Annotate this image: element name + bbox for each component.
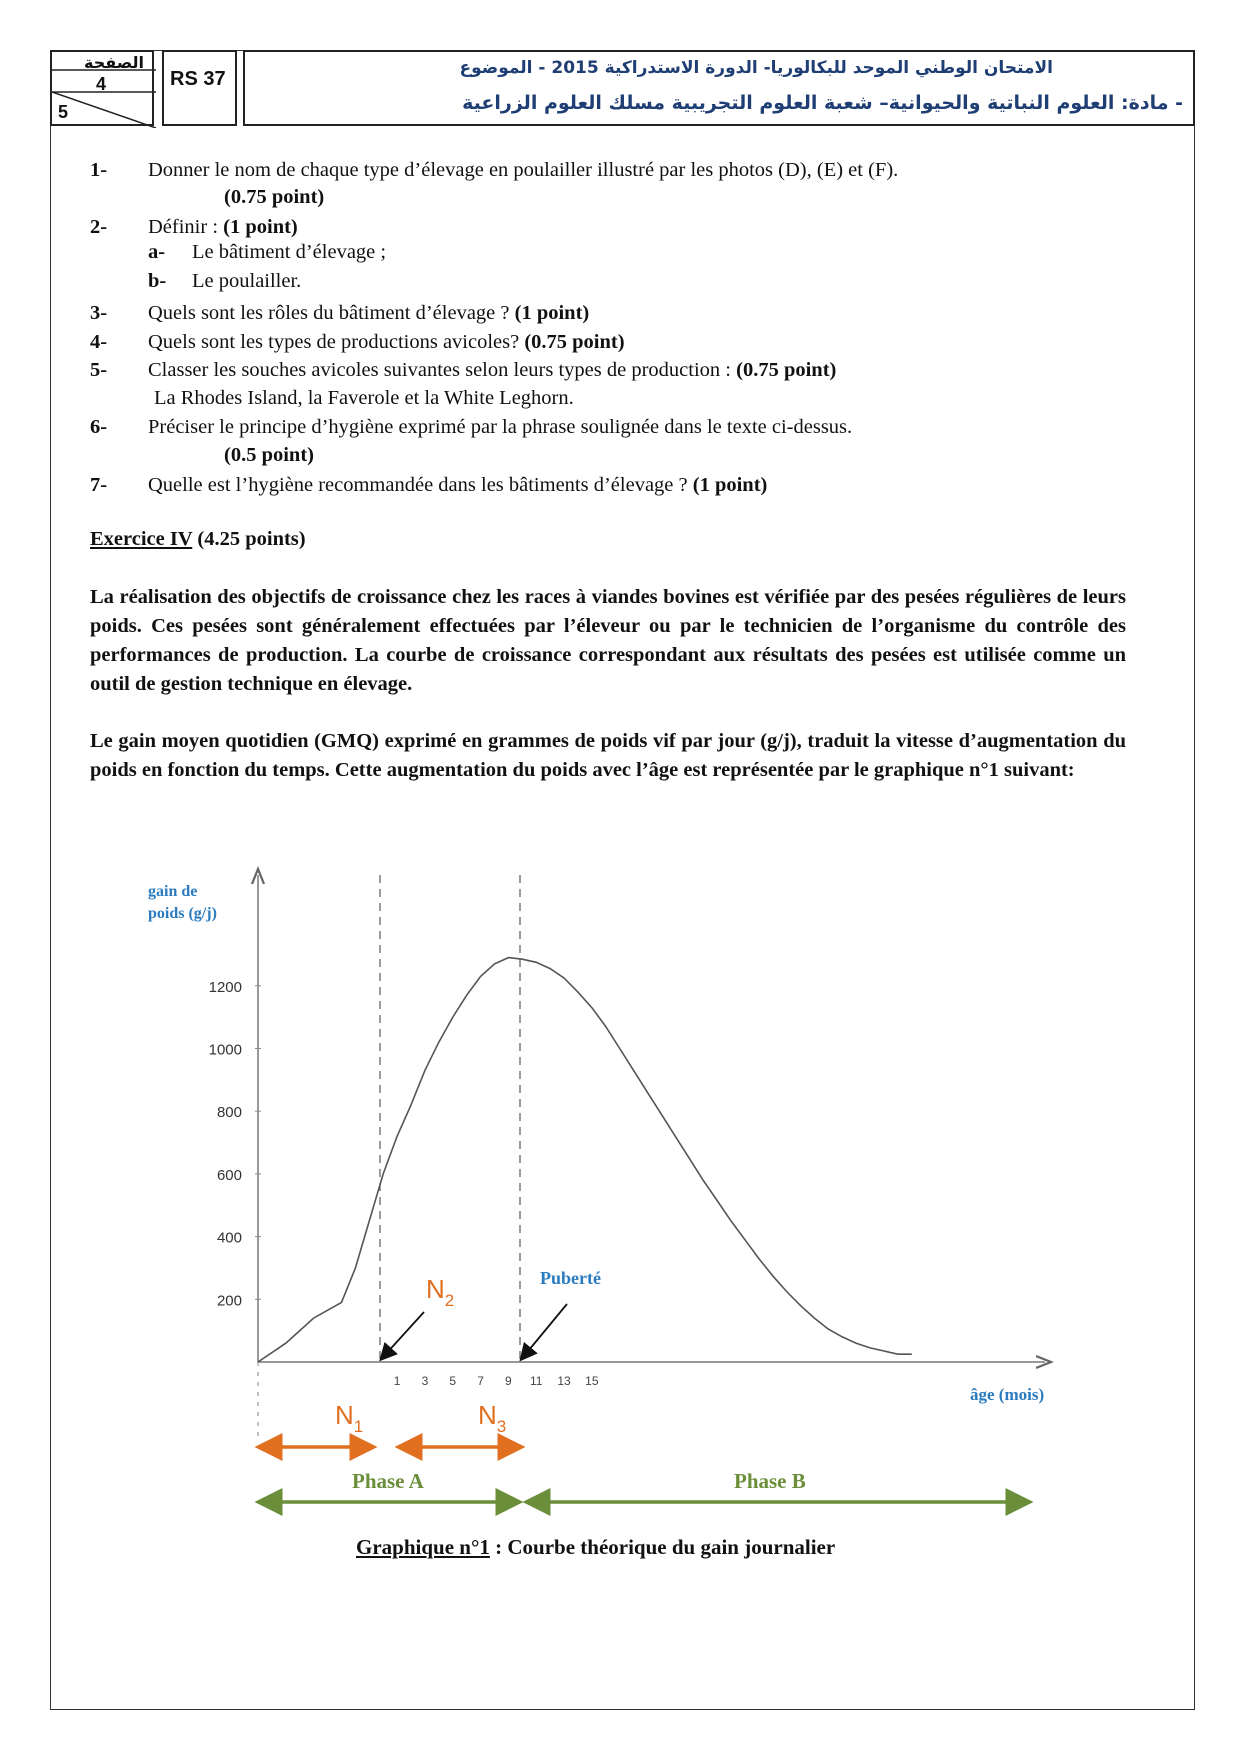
y-tick-label: 800 [216, 1104, 242, 1122]
exercise-title: Exercice IV (4.25 points) [90, 528, 306, 550]
n1-label: $N_1$ [335, 1400, 364, 1436]
page-total: 5 [58, 102, 69, 122]
x-tick-label: 7 [477, 1374, 484, 1388]
y-tick-label: 1200 [208, 978, 242, 996]
n3-label: $N_3$ [478, 1400, 507, 1436]
x-tick-label: 9 [505, 1374, 512, 1388]
y-tick-label: 200 [216, 1292, 242, 1310]
x-axis-label: âge (mois) [970, 1385, 1045, 1404]
x-tick-label: 5 [449, 1374, 457, 1388]
x-tick-label: 11 [529, 1374, 543, 1388]
page-current: 4 [96, 74, 107, 94]
puberte-label: Puberté [540, 1268, 601, 1288]
phase-a-label: Phase A [352, 1469, 424, 1493]
x-tick-label: 3 [421, 1374, 429, 1388]
y-tick-label: 600 [216, 1166, 242, 1184]
n2-label: $N_2$ [426, 1274, 455, 1310]
exam-title-line1: الامتحان الوطني الموحد للبكالوريا- الدورة الاستدراكية 2015 - الموضوع [459, 58, 1053, 78]
y-axis-label-line1: gain de [148, 883, 198, 900]
exam-code: RS 37 [162, 50, 237, 126]
x-tick-label: 13 [557, 1374, 571, 1388]
y-tick-label: 400 [216, 1229, 242, 1247]
phase-b-label: Phase B [734, 1469, 806, 1493]
x-tick-label: 1 [393, 1374, 401, 1388]
y-tick-label: 1000 [208, 1041, 242, 1059]
page-label: الصفحة [83, 53, 144, 72]
exercise-paragraph-2: Le gain moyen quotidien (GMQ) exprimé en grammes de poids vif par jour (g/j), traduit la vitesse d’augmentation du poids en fonction du temps. Cette augmentation du poids avec l’âge est représentée par le graphique n°1 suivant: [90, 730, 1126, 781]
exercise-paragraph-1: La réalisation des objectifs de croissance chez les races à viandes bovines est vérifiée par des pesées régulières de leurs poids. Ces pesées sont généralement effectuées par l’éleveur ou par le technicien de l’organisme du contrôle des performances de production. La courbe de croissance correspondant aux résultats des pesées est utilisée comme un outil de gestion technique en élevage. [90, 586, 1126, 695]
q2-subitem-b: b- Le poulailler. [148, 270, 302, 292]
y-axis-label-line2: poids (g/j) [148, 905, 217, 922]
chart-caption: Graphique n°1 : Courbe théorique du gain journalier [356, 1535, 836, 1559]
growth-curve [258, 958, 912, 1362]
q2-subitem-a: a- Le bâtiment d’élevage ; [148, 241, 387, 263]
x-tick-label: 15 [585, 1374, 599, 1388]
n2-arrow [384, 1312, 424, 1356]
exam-title-line2: - مادة: العلوم النباتية والحيوانية– شعبة العلوم التجريبية مسلك العلوم الزراعية [462, 92, 1183, 114]
puberte-arrow [524, 1304, 567, 1356]
